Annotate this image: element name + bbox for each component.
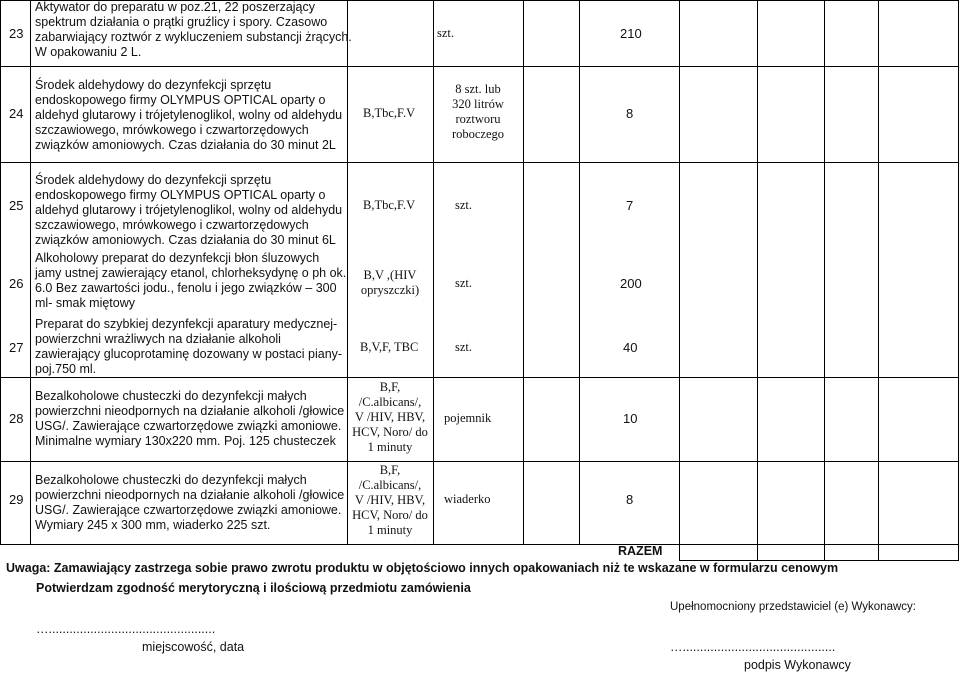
row-unit: pojemnik	[444, 411, 492, 425]
row-quantity: 10	[623, 411, 638, 426]
total-label: RAZEM	[618, 544, 663, 558]
row-description: Alkoholowy preparat do dezynfekcji błon śluzowych jamy ustnej zawierający etanol, chlorheksydynę o ph ok. 6.0 Bez zawartości jodu., fenolu i jego związków – 300 ml- smak miętowy	[35, 251, 347, 310]
row-description: Środek aldehydowy do dezynfekcji sprzętu endoskopowego firmy OLYMPUS OPTICAL oparty o aldehyd glutarowy i trójetylenoglikol, wolny od aldehydu szczawiowego, mrówkowego i czwartorzędowych związków amoniowych. Czas działania do 30 minut 6L	[35, 173, 343, 247]
row-description: Aktywator do preparatu w poz.21, 22 poszerzający spektrum działania o prątki gruźlicy i spory. Czasowo zabarwiający roztwór z wykluczeniem substancji żrących. W opakowaniu 2 L.	[35, 0, 352, 59]
row-quantity: 8	[626, 492, 634, 507]
row-unit: szt.	[455, 276, 473, 290]
row-description: Środek aldehydowy do dezynfekcji sprzętu endoskopowego firmy OLYMPUS OPTICAL oparty o aldehyd glutarowy i trójetylenoglikol, wolny od aldehydu szczawiowego, mrówkowego i czwartorzędowych związków amoniowych. Czas działania do 30 minut 2L	[35, 78, 343, 152]
row-quantity: 210	[620, 26, 642, 41]
row-number: 25	[9, 198, 24, 213]
row-unit: 8 szt. lub 320 litrów roztworu roboczego	[451, 82, 505, 141]
row-specification: B,Tbc,F.V	[363, 106, 416, 120]
row-number: 26	[9, 276, 24, 291]
row-description: Preparat do szybkiej dezynfekcji aparatury medycznej- powierzchni wrażliwych na działanie alkoholi zawierający glucoprotaminę dozowany w postaci piany- poj.750 ml.	[35, 317, 343, 376]
row-number: 27	[9, 340, 24, 355]
row-specification: B,V,F, TBC	[360, 340, 419, 354]
row-unit: szt.	[455, 340, 473, 354]
row-unit: szt.	[437, 26, 455, 40]
row-number: 28	[9, 411, 24, 426]
row-specification: B,Tbc,F.V	[363, 198, 416, 212]
row-quantity: 40	[623, 340, 638, 355]
row-quantity: 8	[626, 106, 634, 121]
row-unit: wiaderko	[444, 492, 491, 506]
footer-signature-label: podpis Wykonawcy	[744, 658, 851, 672]
row-specification: B,F, /C.albicans/, V /HIV, HBV, HCV, Noro/ do 1 minuty	[352, 380, 428, 454]
footer-place-date-dots: …................................................	[36, 622, 216, 636]
footer-confirmation: Potwierdzam zgodność merytoryczną i ilościową przedmiotu zamówienia	[36, 581, 471, 595]
row-description: Bezalkoholowe chusteczki do dezynfekcji małych powierzchni nieodpornych na działanie alkoholi /głowice USG/. Zawierające czwartorzędowe związki amoniowe. Minimalne wymiary 130x220 mm. Poj. 125 chusteczek	[35, 389, 345, 448]
footer-representatives: Upełnomocniony przedstawiciel (e) Wykonawcy:	[670, 601, 916, 613]
row-description: Bezalkoholowe chusteczki do dezynfekcji małych powierzchni nieodpornych na działanie alkoholi /głowice USG/. Zawierające czwartorzędowe związki amoniowe. Wymiary 245 x 300 mm, wiaderko 225 szt.	[35, 473, 345, 532]
row-number: 24	[9, 106, 24, 121]
row-quantity: 7	[626, 198, 634, 213]
row-number: 23	[9, 26, 24, 41]
footer-place-date-label: miejscowość, data	[142, 640, 245, 654]
footer-signature-dots: …............................................	[670, 640, 836, 654]
row-unit: szt.	[455, 198, 473, 212]
row-specification: B,F, /C.albicans/, V /HIV, HBV, HCV, Noro/ do 1 minuty	[352, 463, 428, 537]
row-specification: B,V ,(HIV opryszczki)	[360, 268, 420, 297]
row-quantity: 200	[620, 276, 642, 291]
row-number: 29	[9, 492, 24, 507]
footer-note: Uwaga: Zamawiający zastrzega sobie prawo zwrotu produktu w objętościowo innych opakowaniach niż te wskazane w formularzu cenowym	[6, 561, 839, 575]
